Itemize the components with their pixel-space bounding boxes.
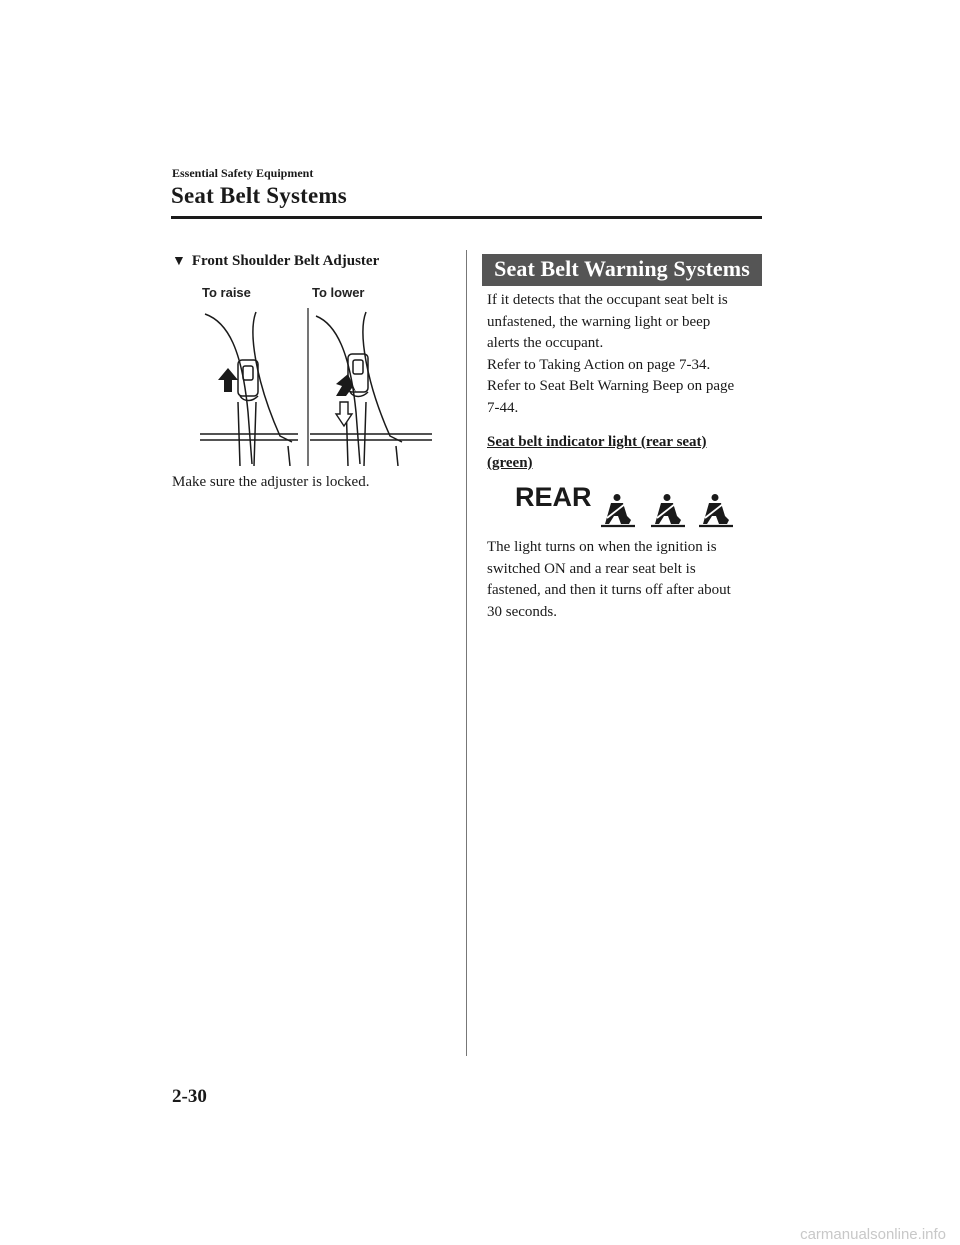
lower-panel [310, 312, 432, 466]
text-line: Refer to Seat Belt Warning Beep on page [487, 378, 735, 394]
heading-line: (green) [487, 455, 533, 471]
title-rule [171, 216, 762, 219]
text-line: If it detects that the occupant seat belt is [487, 292, 728, 308]
seat-belt-icon [699, 494, 733, 526]
heading-line: Seat belt indicator light (rear seat) [487, 434, 707, 450]
adjuster-note: Make sure the adjuster is locked. [172, 474, 370, 490]
text-line: 30 seconds. [487, 603, 557, 620]
indicator-description [487, 537, 762, 623]
text-line: Refer to Taking Action on page 7-34. [487, 356, 711, 373]
text-line: 7-44. [487, 399, 519, 416]
text-line: unfastened, the warning light or beep [487, 313, 711, 330]
triangle-marker-icon: ▼ [172, 254, 186, 269]
page-title: Seat Belt Systems [171, 183, 347, 208]
seat-belt-icon [601, 494, 635, 526]
raise-arrow-icon [218, 368, 238, 392]
text-line: alerts the occupant. [487, 335, 604, 351]
seat-belt-icon [651, 494, 685, 526]
lower-outline-arrow-icon [336, 402, 352, 426]
indicator-heading [487, 432, 747, 474]
rear-symbol-text: REAR [515, 482, 592, 512]
figure-label-raise: To raise [202, 285, 251, 300]
text-line: The light turns on when the ignition is [487, 539, 717, 555]
rear-seat-belt-indicator [513, 478, 739, 528]
column-divider [466, 250, 467, 1056]
raise-panel [200, 312, 298, 466]
text-line: switched ON and a rear seat belt is [487, 560, 696, 577]
figure-label-lower: To lower [312, 285, 365, 300]
belt-adjuster-illustration [200, 302, 432, 466]
warning-description [487, 290, 762, 419]
section-banner: Seat Belt Warning Systems [482, 254, 762, 286]
subheading-text: Front Shoulder Belt Adjuster [191, 253, 380, 269]
watermark: carmanualsonline.info [800, 1226, 946, 1243]
section-label: Essential Safety Equipment [172, 166, 314, 180]
subheading-front-shoulder-belt-adjuster [172, 253, 379, 270]
text-line: fastened, and then it turns off after about [487, 582, 731, 598]
page-number: 2-30 [172, 1086, 207, 1107]
